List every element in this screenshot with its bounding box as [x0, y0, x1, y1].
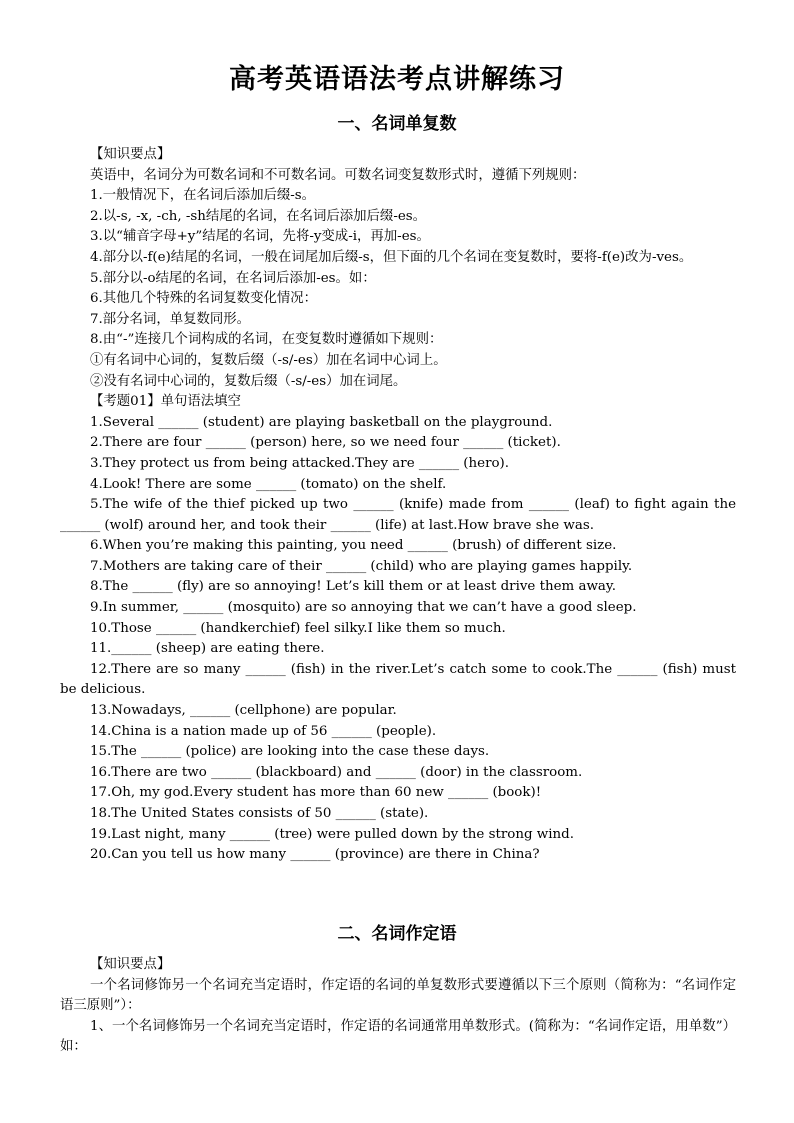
exercise-item: 6.When you’re making this painting, you need ______ (brush) of different size.	[90, 538, 617, 554]
exercise-item: 15.The ______ (police) are looking into the case these days.	[90, 744, 490, 760]
knowledge-tag: 【知识要点】	[90, 147, 171, 162]
knowledge-line: 4.部分以-f(e)结尾的名词，一般在词尾加后缀-s，但下面的几个名词在变复数时，要将-f(e)改为-ves。	[90, 249, 693, 265]
exercise-item: 13.Nowadays, ______ (cellphone) are popular.	[90, 703, 397, 719]
knowledge-line: 6.其他几个特殊的名词复数变化情况：	[90, 291, 318, 307]
knowledge-line: 一个名词修饰另一个名词充当定语时，作定语的名词的单复数形式要遵循以下三个原则（简称为：“名词作定语三原则”）：	[60, 977, 736, 1014]
exercise-item: 5.The wife of the thief picked up two ______ (knife) made from ______ (leaf) to fight again the ______ (wolf) around her, and took their ______ (life) at last.How brave she was.	[60, 497, 736, 533]
exercise-item: 19.Last night, many ______ (tree) were pulled down by the strong wind.	[90, 826, 574, 842]
exercise-item: 8.The ______ (fly) are so annoying! Let’s kill them or at least drive them away.	[90, 579, 616, 595]
section-2-knowledge	[60, 955, 736, 1058]
exercise-item: 16.There are two ______ (blackboard) and ______ (door) in the classroom.	[90, 764, 583, 780]
exercise-tag: 【考题01】单句语法填空	[90, 394, 241, 410]
document-title: 高考英语语法考点讲解练习	[229, 64, 565, 95]
exercise-item: 12.There are so many ______ (fish) in the river.Let’s catch some to cook.The ______ (fish) must be delicious.	[60, 661, 736, 698]
exercise-item: 17.Oh, my god.Every student has more than 60 new ______ (book)!	[90, 785, 542, 801]
exercise-item: 3.They protect us from being attacked.They are ______ (hero).	[90, 455, 510, 471]
section-1-heading: 一、名词单复数	[337, 114, 457, 134]
exercise-item: 20.Can you tell us how many ______ (province) are there in China?	[90, 847, 540, 863]
exercise-item: 4.Look! There are some ______ (tomato) on the shelf.	[90, 476, 447, 492]
section-1-knowledge	[60, 145, 736, 866]
exercise-item: 10.Those ______ (handkerchief) feel silky.I like them so much.	[90, 620, 506, 636]
knowledge-line: 7.部分名词，单复数同形。	[90, 311, 251, 327]
exercise-item: 11.______ (sheep) are eating there.	[90, 641, 325, 657]
knowledge-line: 3.以“辅音字母+y”结尾的名词，先将-y变成-i，再加-es。	[90, 229, 430, 245]
knowledge-line: 1.一般情况下，在名词后添加后缀-s。	[90, 188, 316, 204]
knowledge-line: 2.以-s, -x, -ch, -sh结尾的名词，在名词后添加后缀-es。	[90, 208, 427, 224]
knowledge-line: 英语中，名词分为可数名词和不可数名词。可数名词变复数形式时，遵循下列规则：	[90, 167, 586, 183]
section-2-heading: 二、名词作定语	[337, 924, 457, 944]
exercise-item: 1.Several ______ (student) are playing basketball on the playground.	[90, 414, 553, 430]
knowledge-line: 8.由“-”连接几个词构成的名词，在变复数时遵循如下规则：	[90, 332, 443, 348]
exercise-item: 18.The United States consists of 50 ______ (state).	[90, 806, 429, 821]
exercise-item: 9.In summer, ______ (mosquito) are so annoying that we can’t have a good sleep.	[90, 600, 637, 616]
knowledge-line: 5.部分以-o结尾的名词，在名词后添加-es。如：	[90, 270, 376, 286]
exercise-item: 7.Mothers are taking care of their ______ (child) who are playing games happily.	[90, 558, 633, 574]
knowledge-line: ①有名词中心词的，复数后缀（-s/-es）加在名词中心词上。	[90, 352, 447, 368]
exercise-item: 2.There are four ______ (person) here, so we need four ______ (ticket).	[90, 435, 561, 451]
knowledge-line: ②没有名词中心词的，复数后缀（-s/-es）加在词尾。	[90, 373, 407, 389]
knowledge-tag: 【知识要点】	[90, 957, 171, 972]
knowledge-line: 1、一个名词修饰另一个名词充当定语时，作定语的名词通常用单数形式。(简称为：“名词作定语，用单数”）如：	[60, 1018, 736, 1055]
exercise-item: 14.China is a nation made up of 56 ______ (people).	[90, 723, 437, 739]
